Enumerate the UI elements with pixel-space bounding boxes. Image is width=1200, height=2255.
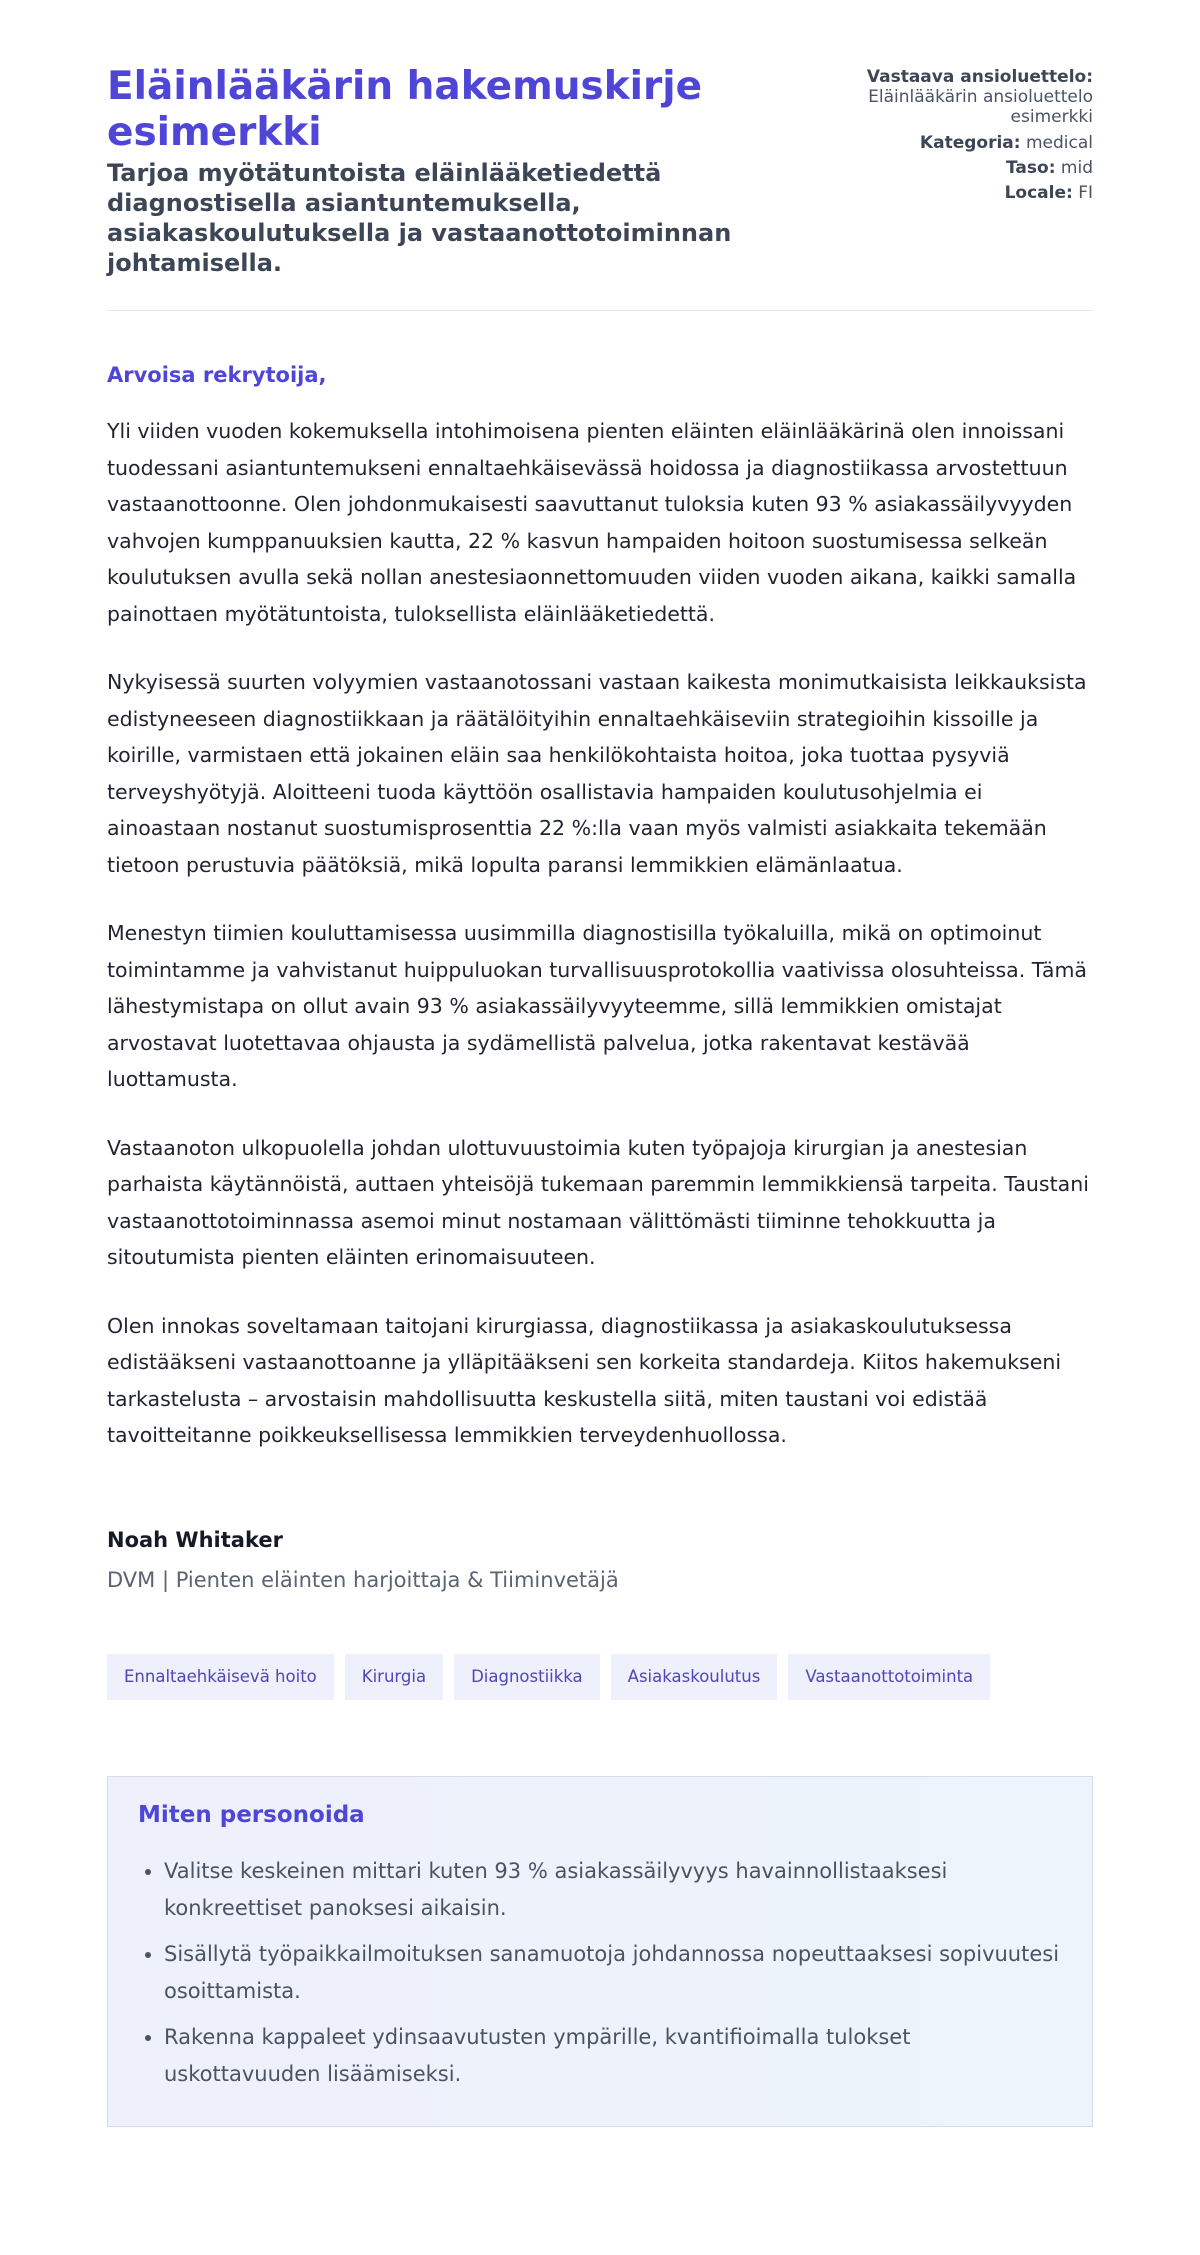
meta-level: [833, 158, 1093, 179]
meta-locale: [833, 183, 1093, 204]
letter-paragraph: Menestyn tiimien kouluttamisessa uusimmilla diagnostisilla työkaluilla, mikä on optimoinut toimintamme ja vahvistanut huippuluokan turvallisuusprotokollia vaativissa olosuhteissa. Tämä lähestymistapa on ollut avain 93 % asiakassäilyvyyteemme, sillä lemmikkien omistajat arvostavat luotettavaa ohjausta ja sydämellistä palvelua, jotka rakentavat kestävää luottamusta.: [107, 921, 1087, 1091]
skill-tag: Kirurgia: [345, 1654, 443, 1700]
signature-block: [107, 1526, 1093, 1594]
letter-salutation: Arvoisa rekrytoija,: [107, 363, 327, 387]
tips-list-item: • Sisällytä työpaikkailmoituksen sanamuotoja johdannossa nopeuttaaksesi sopivuutesi osoittamista.: [164, 1936, 1062, 2010]
letter-paragraph: Olen innokas soveltamaan taitojani kirurgiassa, diagnostiikassa ja asiakaskoulutuksessa edistääkseni vastaanottoanne ja ylläpitääkseni sen korkeita standardeja. Kiitos hakemukseni tarkastelusta – arvostaisin mahdollisuutta keskustella siitä, miten taustani voi edistää tavoitteitanne poikkeuksellisessa lemmikkien terveydenhuollossa.: [107, 1313, 1062, 1447]
skill-tag: Ennaltaehkäisevä hoito: [107, 1654, 334, 1700]
meta-locale-label: Locale:: [1004, 183, 1073, 203]
skill-tag: Vastaanottotoiminta: [788, 1654, 990, 1700]
letter-paragraph: Nykyisessä suurten volyymien vastaanotossani vastaan kaikesta monimutkaisista leikkauksista edistyneeseen diagnostiikkaan ja räätälöityihin ennaltaehkäiseviin strategioihin kissoille ja koirille, varmistaen että jokainen eläin saa henkilökohtaista hoitoa, joka tuottaa pysyviä terveyshyötyjä. Aloitteeni tuoda käyttöön osallistavia hampaiden koulutusohjelmia ei ainoastaan nostanut suostumisprosenttia 22 %:lla vaan myös valmisti asiakkaita tekemään tietoon perustuvia päätöksiä, mikä lopulta paransi lemmikkien elämänlaatua.: [107, 670, 1087, 877]
page-header: [107, 64, 1093, 278]
tips-list-item: • Valitse keskeinen mittari kuten 93 % asiakassäilyvyys havainnollistaaksesi konkreettiset panoksesi aikaisin.: [164, 1853, 1062, 1927]
header-divider: [107, 310, 1093, 311]
tips-title: Miten personoida: [138, 1801, 365, 1828]
meta-panel: [833, 64, 1093, 208]
skill-tag: Diagnostiikka: [454, 1654, 600, 1700]
signature-name: Noah Whitaker: [107, 1527, 283, 1552]
meta-level-value: mid: [1060, 158, 1093, 178]
meta-resume-label: Vastaava ansioluettelo:: [866, 67, 1093, 87]
meta-category-value: medical: [1025, 133, 1093, 153]
page-title: Eläinlääkärin hakemuskirje esimerkki: [107, 64, 703, 155]
page-subtitle: Tarjoa myötätuntoista eläinlääketiedettä diagnostisella asiantuntemuksella, asiakaskoulutuksella ja vastaanottotoiminnan johtamisella.: [107, 159, 732, 277]
header-titles: [107, 64, 807, 278]
skill-tags: [107, 1654, 1093, 1700]
tips-list-item: • Rakenna kappaleet ydinsaavutusten ympärille, kvantifioimalla tulokset uskottavuuden lisäämiseksi.: [164, 2019, 1062, 2093]
personalize-tips-box: [107, 1776, 1093, 2127]
meta-category: [833, 133, 1093, 154]
letter-paragraph: Yli viiden vuoden kokemuksella intohimoisena pienten eläinten eläinlääkärinä olen innoissani tuodessani asiantuntemukseni ennaltaehkäisevässä hoidossa ja diagnostiikassa arvostettuun vastaanottoonne. Olen johdonmukaisesti saavuttanut tuloksia kuten 93 % asiakassäilyvyyden vahvojen kumppanuuksien kautta, 22 % kasvun hampaiden hoitoon suostumisessa selkeän koulutuksen avulla sekä nollan anestesiaonnettomuuden viiden vuoden aikana, kaikki samalla painottaen myötätuntoista, tuloksellista eläinlääketiedettä.: [107, 419, 1077, 626]
meta-level-label: Taso:: [1006, 158, 1056, 178]
signature-title: DVM | Pienten eläinten harjoittaja & Tiiminvetäjä: [107, 1567, 619, 1592]
skill-tag: Asiakaskoulutus: [611, 1654, 778, 1700]
letter-body: [107, 413, 1093, 1454]
tips-list: [138, 1853, 1062, 2093]
meta-resume: [833, 67, 1093, 127]
meta-category-label: Kategoria:: [919, 133, 1021, 153]
letter-paragraph: Vastaanoton ulkopuolella johdan ulottuvuustoimia kuten työpajoja kirurgian ja anestesian parhaista käytännöistä, auttaen yhteisöjä tukemaan paremmin lemmikkiensä tarpeita. Taustani vastaanottotoiminnassa asemoi minut nostamaan välittömästi tiiminne tehokkuutta ja sitoutumista pienten eläinten erinomaisuuteen.: [107, 1135, 1089, 1269]
meta-locale-value: FI: [1078, 183, 1093, 203]
meta-resume-value: Eläinlääkärin ansioluettelo esimerkki: [868, 87, 1093, 127]
